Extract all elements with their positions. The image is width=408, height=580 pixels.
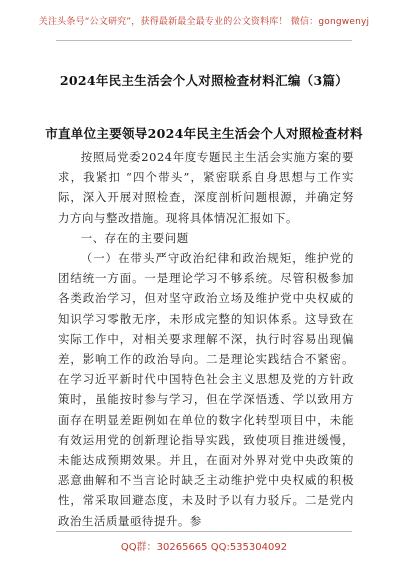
footer-contact-text: QQ群：30265665 QQ:535304092: [120, 542, 288, 553]
footer-divider: [56, 531, 352, 532]
header-promo-text: 关注头条号“公文研究”，获得最新最全最专业的公文资料库！ 微信：gongwenyj: [38, 17, 370, 27]
document-title: 2024年民主生活会个人对照检查材料汇编（3篇）: [59, 73, 349, 88]
header-divider: [56, 40, 352, 41]
document-subtitle: 市直单位主要领导2024年民主生活会个人对照检查材料: [45, 126, 363, 141]
paragraph-body: （一）在带头严守政治纪律和政治规矩，维护党的团结统一方面。一是理论学习不够系统。尽管积极参加各类政治学习，但对坚守政治立场及维护党中央权威的知识学习零散无序，未形成完整的知识体系。这导致在实际工作中，对相关要求理解不深，执行时容易出现偏差，影响工作的政治导向。二是理论实践结合不紧密。在学习近平新时代中国特色社会主义思想及党的方针政策时，虽能按时参与学习，但在学深悟透、学以致用方面存在明显差距例如在单位的数字化转型项目中，未能有效运用党的创新理论指导实践，致使项目推进缓慢，未能达成预期效果。并且，在面对外界对党中央政策的恶意曲解和不当言论时缺乏主动维护党中央权威的积极性，常采取回避态度，未及时予以有力驳斥。二是党内政治生活质量亟待提升。参: [58, 251, 354, 528]
document-body: [58, 147, 354, 531]
section-heading: 一、存在的主要问题: [80, 230, 189, 245]
paragraph-intro: 按照局党委2024年度专题民主生活会实施方案的要求，我紧扣 “四个带头”，紧密联系自身思想与工作实际，深入开展对照检查，深度剖析问题根源，并确定努力方向与整改措施。现将具体情况汇报如下。: [58, 150, 354, 225]
